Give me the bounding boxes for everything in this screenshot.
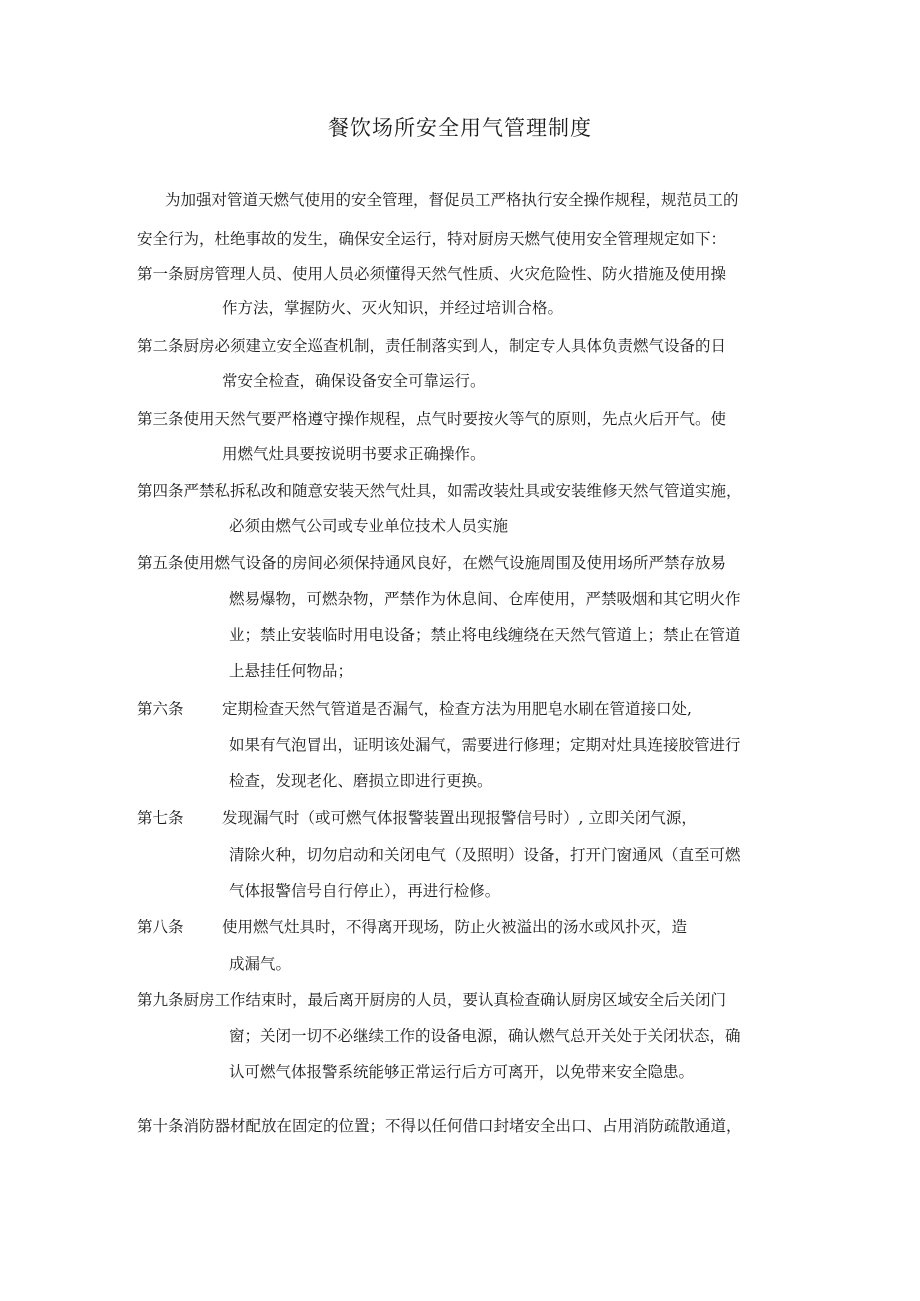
article-5-line: 第五条使用燃气设备的房间必须保持通风良好，在燃气设施周围及使用场所严禁存放易 <box>137 554 727 572</box>
article-4-line: 第四条严禁私拆私改和随意安装天然气灶具，如需改装灶具或安装维修天然气管道实施， <box>137 482 742 500</box>
article-9-line: 窗；关闭一切不必继续工作的设备电源，确认燃气总开关处于关闭状态，确 <box>229 1027 741 1045</box>
article-6-line: 检查，发现老化、磨损立即进行更换。 <box>229 772 493 790</box>
article-8-line: 使用燃气灶具时，不得离开现场，防止火被溢出的汤水或风扑灭，造 <box>222 918 688 936</box>
article-7-line: 气体报警信号自行停止），再进行检修。 <box>229 882 501 900</box>
article-2-line: 常安全检查，确保设备安全可靠运行。 <box>222 372 486 390</box>
intro-line: 安全行为，杜绝事故的发生，确保安全运行，特对厨房天燃气使用安全管理规定如下： <box>137 230 727 248</box>
article-label: 第六条 <box>137 700 184 718</box>
article-6-line: 如果有气泡冒出，证明该处漏气，需要进行修理；定期对灶具连接胶管进行 <box>229 736 741 754</box>
article-3-line: 第三条使用天然气要严格遵守操作规程，点气时要按火等气的原则，先点火后开气。使 <box>137 410 727 428</box>
article-7-line: 清除火种，切勿启动和关闭电气（及照明）设备，打开门窗通风（直至可燃 <box>229 846 741 864</box>
article-9-line: 认可燃气体报警系统能够正常运行后方可离开，以免带来安全隐患。 <box>229 1063 695 1081</box>
intro-line: 为加强对管道天燃气使用的安全管理，督促员工严格执行安全操作规程，规范员工的 <box>165 191 739 209</box>
article-5-line: 业；禁止安装临时用电设备；禁止将电线缠绕在天然气管道上；禁止在管道 <box>229 626 741 644</box>
article-2-line: 第二条厨房必须建立安全巡查机制，责任制落实到人，制定专人具体负责燃气设备的日 <box>137 337 727 355</box>
article-10-line: 第十条消防器材配放在固定的位置；不得以任何借口封堵安全出口、占用消防疏散通道， <box>137 1117 742 1135</box>
article-4-line: 必须由燃气公司或专业单位技术人员实施 <box>229 517 509 535</box>
article-label: 第七条 <box>137 809 184 827</box>
article-6 <box>137 699 692 719</box>
article-5-line: 上悬挂任何物品； <box>229 662 354 680</box>
article-label: 第八条 <box>137 918 184 936</box>
article-8 <box>137 917 687 937</box>
article-8-line: 成漏气。 <box>229 955 292 973</box>
page-title: 餐饮场所安全用气管理制度 <box>328 116 592 140</box>
article-7-line: 发现漏气时（或可燃气体报警装置出现报警信号时）, 立即关闭气源， <box>222 809 697 827</box>
article-3-line: 用燃气灶具要按说明书要求正确操作。 <box>222 445 486 463</box>
article-1-line: 作方法，掌握防火、灭火知识，并经过培训合格。 <box>222 299 564 317</box>
article-9-line: 第九条厨房工作结束时，最后离开厨房的人员，要认真检查确认厨房区域安全后关闭门 <box>137 991 727 1009</box>
article-6-line: 定期检查天然气管道是否漏气，检查方法为用肥皂水刷在管道接口处, <box>222 700 692 718</box>
article-5-line: 燃易爆物，可燃杂物，严禁作为休息间、仓库使用，严禁吸烟和其它明火作 <box>229 590 741 608</box>
article-7 <box>137 808 697 828</box>
article-1-line: 第一条厨房管理人员、使用人员必须懂得天然气性质、火灾危险性、防火措施及使用操 <box>137 265 727 283</box>
